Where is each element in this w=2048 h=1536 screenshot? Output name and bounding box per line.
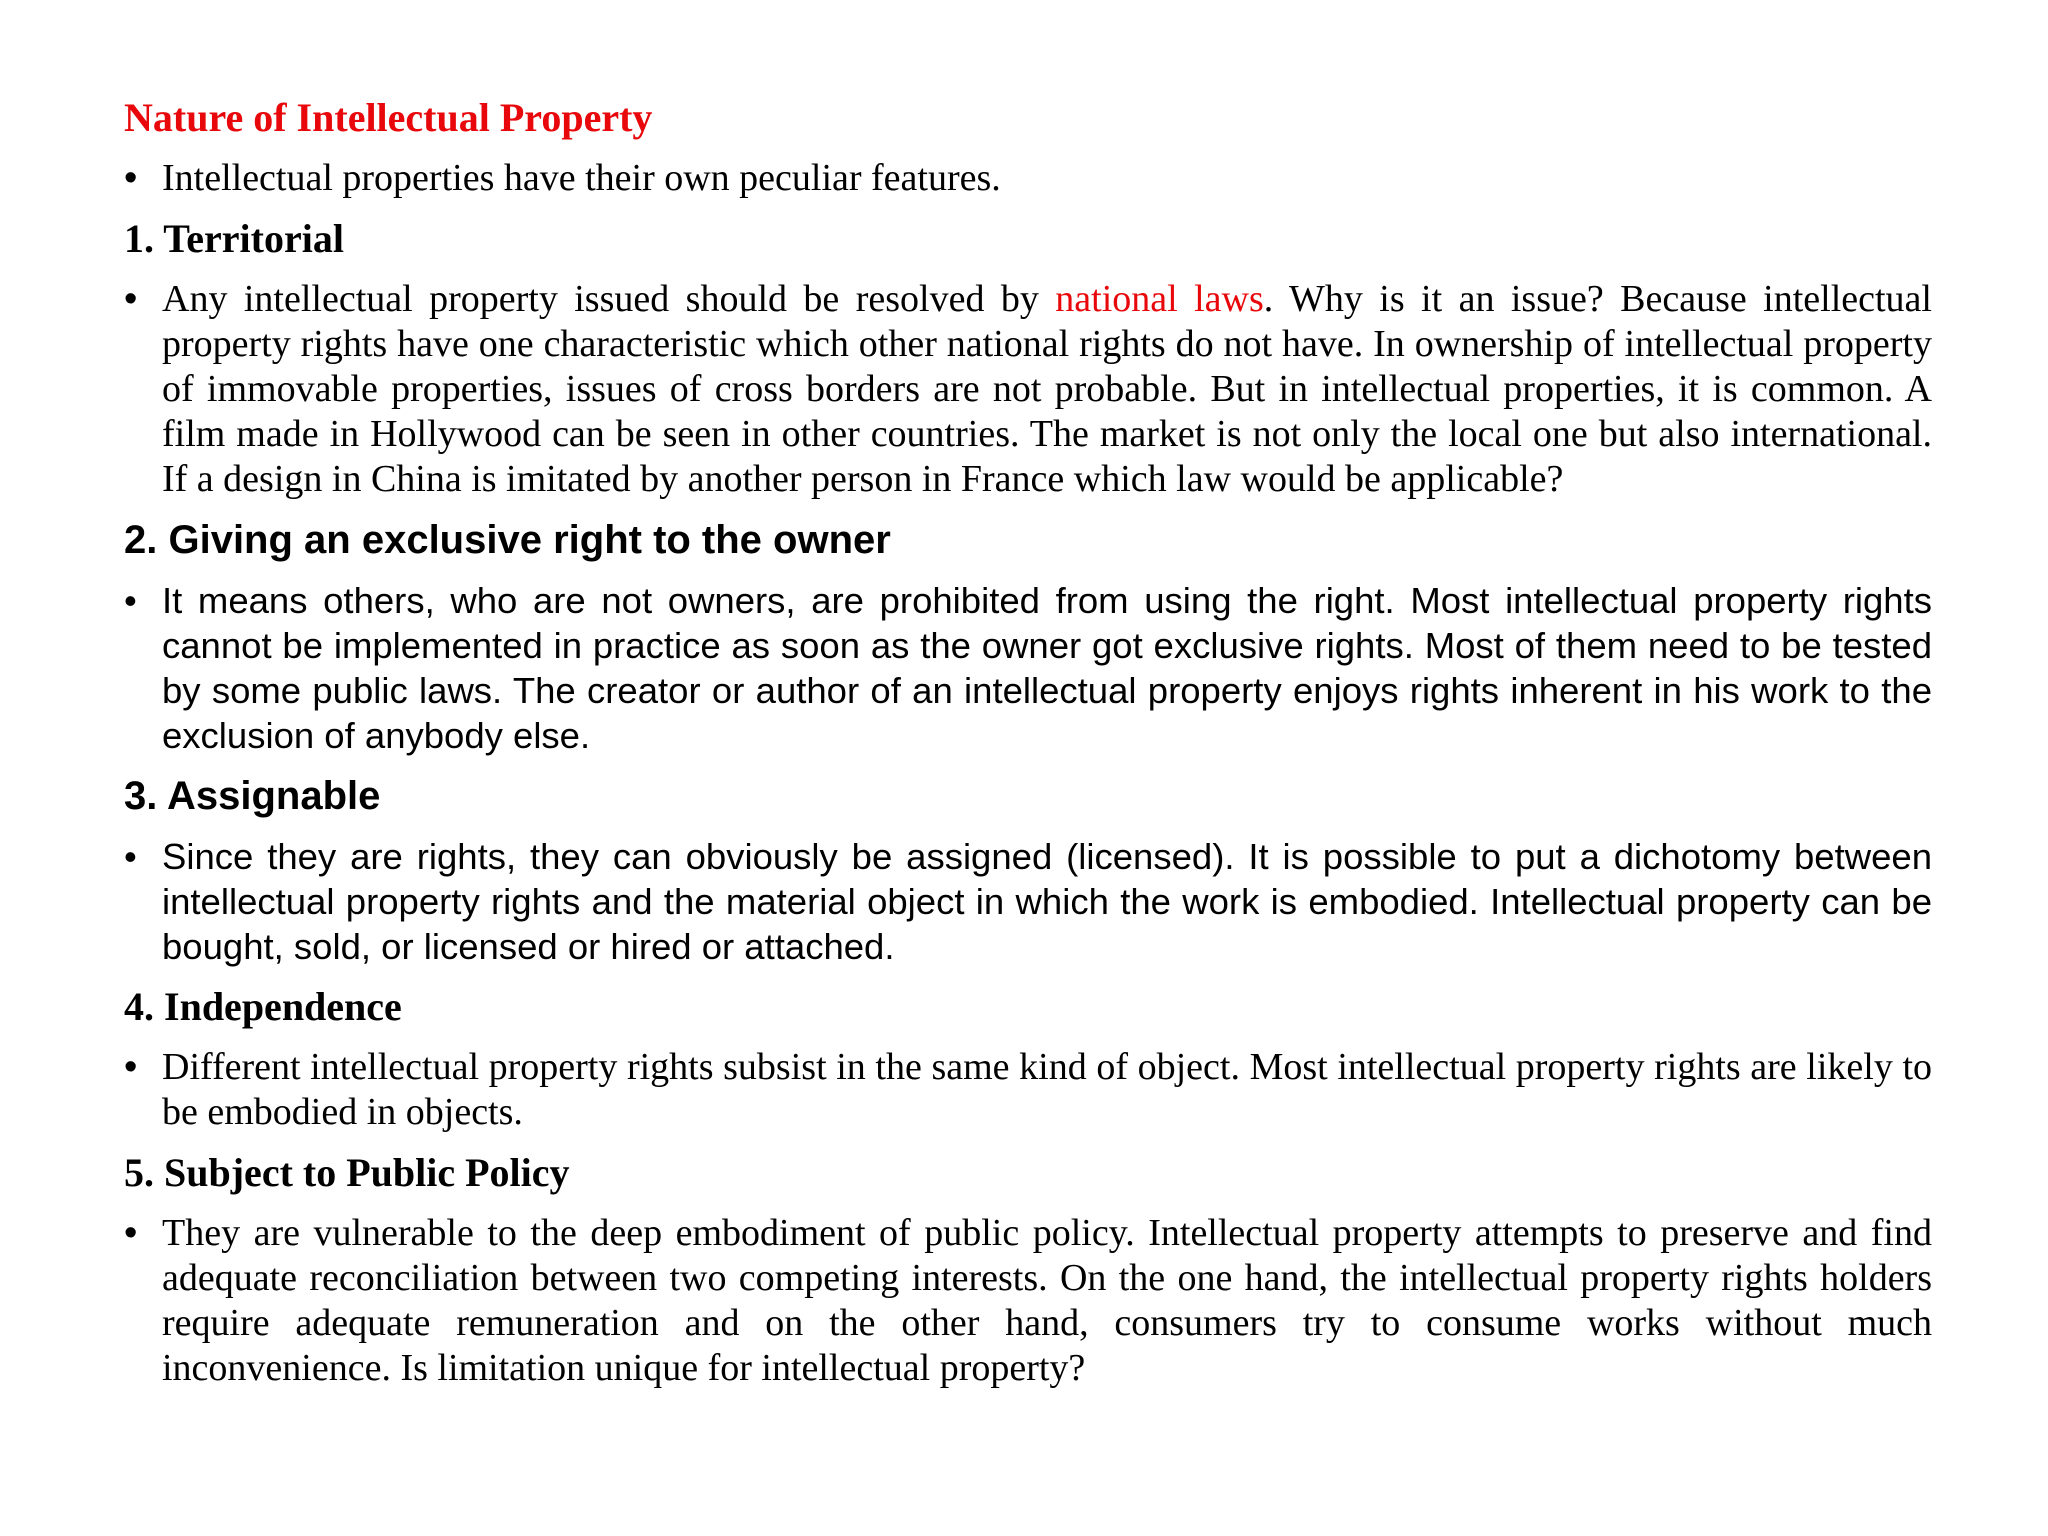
section-text: They are vulnerable to the deep embodiment of public policy. Intellectual property attempts to preserve and find adequate reconciliation between two competing interests. On the one hand, the intellectual property rights holders require adequate remuneration and on the other hand, consumers try to consume works without much inconvenience. Is limitation unique for intellectual property? — [162, 1212, 1932, 1389]
section-text-after: . Why is it an issue? Because intellectual property rights have one characteristic which other national rights do not have. In ownership of intellectual property of immovable properties, issues of cross borders are not probable. But in intellectual properties, it is common. A film made in Hollywood can be seen in other countries. The market is not only the local one but also international. If a design in China is imitated by another person in France which law would be applicable? — [162, 278, 1932, 500]
section-text-before: Any intellectual property issued should be resolved by — [162, 278, 1056, 320]
section-text: Different intellectual property rights subsist in the same kind of object. Most intellectual property rights are likely to be embodied in objects. — [162, 1046, 1932, 1133]
bullet-dot-icon: • — [124, 580, 137, 621]
section-bullet-public-policy — [124, 1211, 1932, 1391]
section-bullet-assignable — [124, 834, 1932, 969]
section-heading-assignable: 3. Assignable — [124, 774, 381, 818]
section-bullet-territorial — [124, 277, 1932, 502]
section-heading-public-policy: 5. Subject to Public Policy — [124, 1150, 570, 1195]
section-heading-exclusive-right: 2. Giving an exclusive right to the owner — [124, 518, 891, 562]
intro-text: Intellectual properties have their own peculiar features. — [162, 157, 1001, 199]
bullet-dot-icon: • — [124, 278, 138, 320]
bullet-dot-icon: • — [124, 1212, 138, 1254]
bullet-dot-icon: • — [124, 836, 137, 877]
slide-title: Nature of Intellectual Property — [124, 95, 653, 140]
section-bullet-exclusive-right — [124, 578, 1932, 758]
bullet-dot-icon: • — [124, 1046, 138, 1088]
bullet-dot-icon: • — [124, 157, 138, 199]
intro-bullet — [124, 156, 1932, 201]
section-heading-independence: 4. Independence — [124, 984, 402, 1029]
highlight-national-laws: national laws — [1055, 278, 1264, 320]
section-heading-territorial: 1. Territorial — [124, 216, 344, 261]
section-text: Since they are rights, they can obviously be assigned (licensed). It is possible to put a dichotomy between intellectual property rights and the material object in which the work is embodied. Intellectual property can be bought, sold, or licensed or hired or attached. — [162, 836, 1932, 967]
section-text: It means others, who are not owners, are prohibited from using the right. Most intellectual property rights cannot be implemented in practice as soon as the owner got exclusive rights. Most of them need to be tested by some public laws. The creator or author of an intellectual property enjoys rights inherent in his work to the exclusion of anybody else. — [162, 580, 1932, 756]
section-bullet-independence — [124, 1045, 1932, 1135]
slide-content — [124, 92, 1932, 1403]
